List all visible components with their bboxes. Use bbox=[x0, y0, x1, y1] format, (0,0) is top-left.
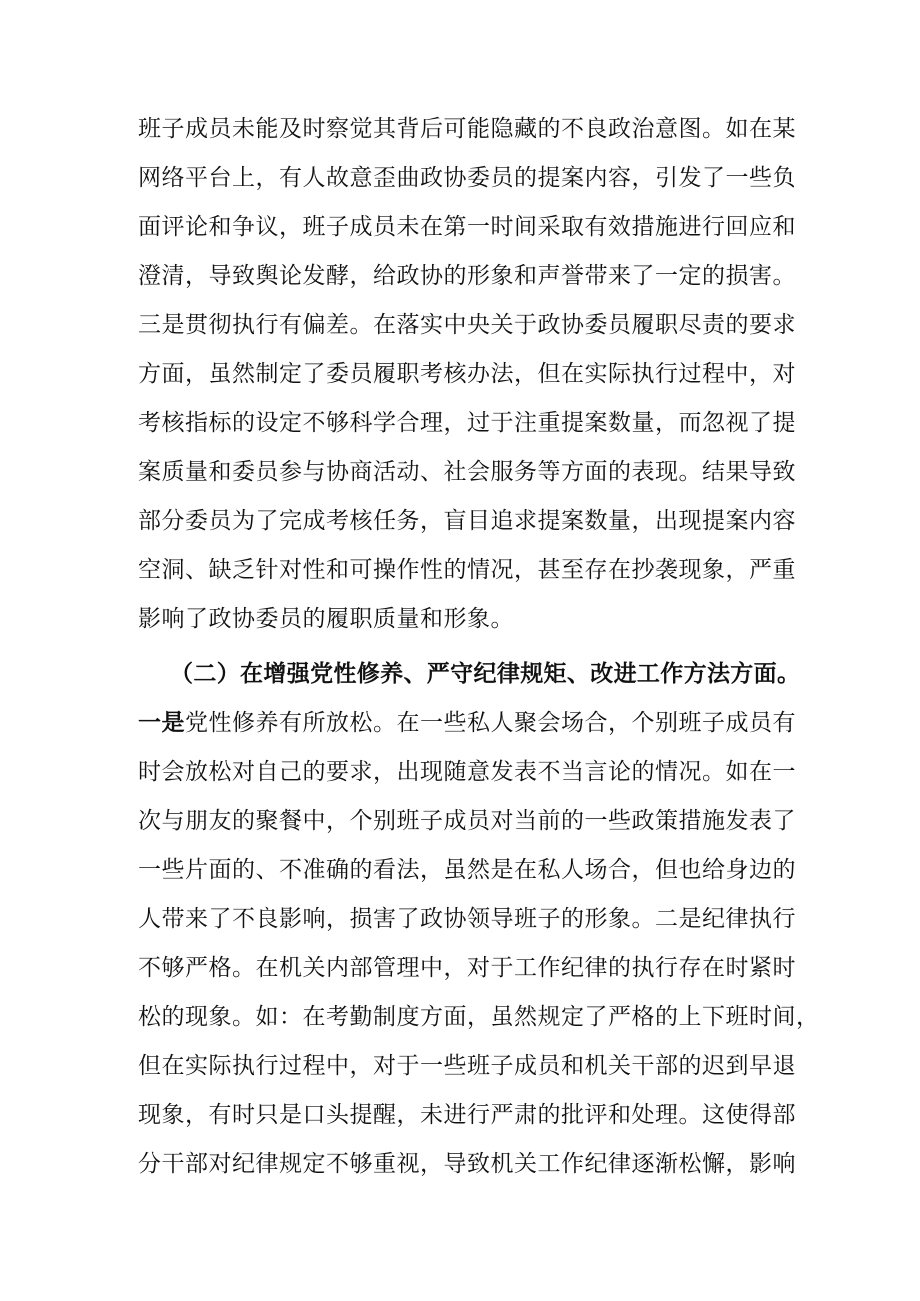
paragraph-line: 分干部对纪律规定不够重视，导致机关工作纪律逐渐松懈，影响 bbox=[138, 1151, 796, 1177]
paragraph-line: 次与朋友的聚餐中，个别班子成员对当前的一些政策措施发表了 bbox=[138, 808, 796, 834]
paragraph-line: 时会放松对自己的要求，出现随意发表不当言论的情况。如在一 bbox=[138, 759, 796, 785]
paragraph-line: 部分委员为了完成考核任务，盲目追求提案数量，出现提案内容 bbox=[138, 508, 796, 534]
paragraph-line: 班子成员未能及时察觉其背后可能隐藏的不良政治意图。如在某 bbox=[138, 116, 796, 142]
paragraph-line: 松的现象。如：在考勤制度方面，虽然规定了严格的上下班时间， bbox=[138, 1004, 820, 1030]
paragraph-line: 网络平台上，有人故意歪曲政协委员的提案内容，引发了一些负 bbox=[138, 165, 796, 191]
line-rest: 党性修养有所放松。在一些私人聚会场合，个别班子成员有 bbox=[185, 710, 796, 736]
paragraph-line: 三是贯彻执行有偏差。在落实中央关于政协委员履职尽责的要求 bbox=[138, 312, 796, 338]
paragraph-line: 澄清，导致舆论发酵，给政协的形象和声誉带来了一定的损害。 bbox=[138, 263, 796, 289]
paragraph-line: 案质量和委员参与协商活动、社会服务等方面的表现。结果导致 bbox=[138, 459, 796, 485]
paragraph-line: 但在实际执行过程中，对于一些班子成员和机关干部的迟到早退 bbox=[138, 1053, 796, 1079]
section-heading: （二）在增强党性修养、严守纪律规矩、改进工作方法方面。 bbox=[170, 660, 800, 687]
paragraph-line: 一些片面的、不准确的看法，虽然是在私人场合，但也给身边的 bbox=[138, 857, 796, 883]
paragraph-line bbox=[138, 708, 796, 738]
paragraph-line: 不够严格。在机关内部管理中，对于工作纪律的执行存在时紧时 bbox=[138, 955, 796, 981]
paragraph-line: 考核指标的设定不够科学合理，过于注重提案数量，而忽视了提 bbox=[138, 410, 796, 436]
paragraph-line: 人带来了不良影响，损害了政协领导班子的形象。二是纪律执行 bbox=[138, 906, 796, 932]
paragraph-line: 面评论和争议，班子成员未在第一时间采取有效措施进行回应和 bbox=[138, 214, 796, 240]
paragraph-line: 空洞、缺乏针对性和可操作性的情况，甚至存在抄袭现象，严重 bbox=[138, 557, 796, 583]
paragraph-line: 现象，有时只是口头提醒，未进行严肃的批评和处理。这使得部 bbox=[138, 1102, 796, 1128]
paragraph-line: 影响了政协委员的履职质量和形象。 bbox=[138, 606, 514, 632]
bold-lead: 一是 bbox=[138, 709, 185, 736]
paragraph-line: 方面，虽然制定了委员履职考核办法，但在实际执行过程中，对 bbox=[138, 361, 796, 387]
